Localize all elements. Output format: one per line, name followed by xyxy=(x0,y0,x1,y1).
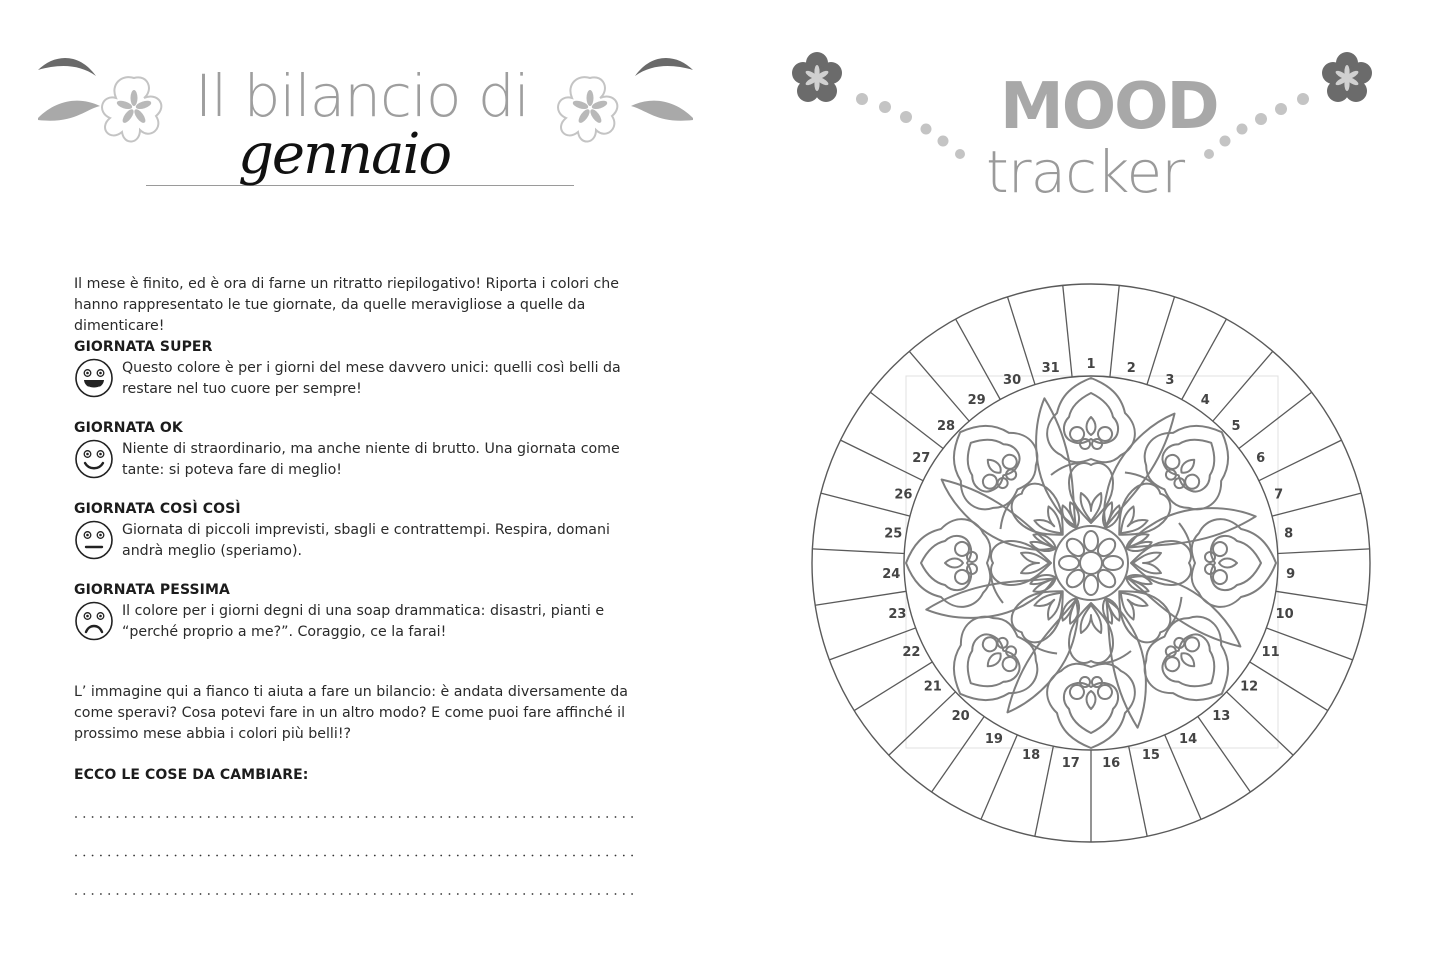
mood-heading-ok: GIORNATA OK xyxy=(74,420,183,436)
day-number: 6 xyxy=(1256,451,1266,467)
tracker-title: tracker xyxy=(986,138,1185,206)
day-number: 23 xyxy=(888,607,907,623)
day-number: 14 xyxy=(1179,731,1198,747)
day-number: 12 xyxy=(1240,679,1259,695)
mood-text-cosi-cosi: Giornata di piccoli imprevisti, sbagli e contrattempi. Respira, domani andrà meglio (speriamo). xyxy=(122,522,610,559)
leaf-flower-ornament-right-icon xyxy=(552,50,697,150)
day-number: 22 xyxy=(902,645,921,661)
day-number: 9 xyxy=(1286,567,1296,583)
day-number: 21 xyxy=(923,679,942,695)
mood-heading-pessima: GIORNATA PESSIMA xyxy=(74,582,230,598)
neutral-face-icon xyxy=(74,520,114,560)
changes-heading: ECCO LE COSE DA CAMBIARE: xyxy=(74,767,309,783)
month-title: gennaio xyxy=(238,122,451,187)
grinning-face-icon xyxy=(74,358,114,398)
day-number: 27 xyxy=(912,451,931,467)
reflection-paragraph: L’ immagine qui a fianco ti aiuta a fare un bilancio: è andata diversamente da come speravi? Cosa potevi fare in un altro modo? E come puoi fare affinché il prossimo mese abbia i colori più belli!? xyxy=(74,684,628,742)
day-number: 16 xyxy=(1102,756,1121,771)
day-number: 8 xyxy=(1284,526,1294,542)
leaf-flower-ornament-left-icon xyxy=(34,50,174,150)
mood-tracker-wheel xyxy=(800,272,1384,856)
day-number: 13 xyxy=(1212,708,1231,724)
day-number: 26 xyxy=(894,487,913,503)
smiling-face-icon xyxy=(74,439,114,479)
mood-text-pessima: Il colore per i giorni degni di una soap drammatica: disastri, pianti e “perché proprio a me?”. Coraggio, ce la farai! xyxy=(122,603,605,640)
day-number: 4 xyxy=(1200,392,1210,408)
day-number: 17 xyxy=(1061,756,1080,771)
day-number: 20 xyxy=(951,708,970,724)
mood-text-super: Questo colore è per i giorni del mese davvero unici: quelli così belli da restare nel tuo cuore per sempre! xyxy=(122,360,621,397)
mood-title: MOOD xyxy=(1000,70,1218,144)
day-number: 19 xyxy=(984,731,1003,747)
day-number: 10 xyxy=(1275,607,1294,623)
day-number: 29 xyxy=(967,392,986,408)
day-number: 1 xyxy=(1086,357,1096,372)
intro-paragraph: Il mese è finito, ed è ora di farne un ritratto riepilogativo! Riporta i colori che hanno rappresentato le tue giornate, da quelle meravigliose a quelle da dimenticare! xyxy=(74,276,620,334)
day-number: 3 xyxy=(1165,373,1175,389)
day-number: 25 xyxy=(884,526,903,542)
page-title: Il bilancio di xyxy=(195,62,529,130)
day-number: 31 xyxy=(1041,361,1060,377)
mood-heading-cosi-cosi: GIORNATA COSÌ COSÌ xyxy=(74,501,241,517)
day-number: 7 xyxy=(1274,487,1284,503)
day-number: 11 xyxy=(1261,645,1280,661)
day-number: 24 xyxy=(882,567,901,583)
day-number: 2 xyxy=(1126,361,1136,377)
day-number: 5 xyxy=(1231,419,1241,435)
mood-heading-super: GIORNATA SUPER xyxy=(74,339,213,355)
day-number: 30 xyxy=(1003,373,1022,389)
day-number: 15 xyxy=(1141,747,1160,763)
day-number: 28 xyxy=(936,419,956,435)
frowning-face-icon xyxy=(74,601,114,641)
write-lines[interactable] xyxy=(74,812,640,902)
mood-text-ok: Niente di straordinario, ma anche niente di brutto. Una giornata come tante: si poteva fare di meglio! xyxy=(122,441,620,478)
day-number: 18 xyxy=(1022,747,1041,763)
